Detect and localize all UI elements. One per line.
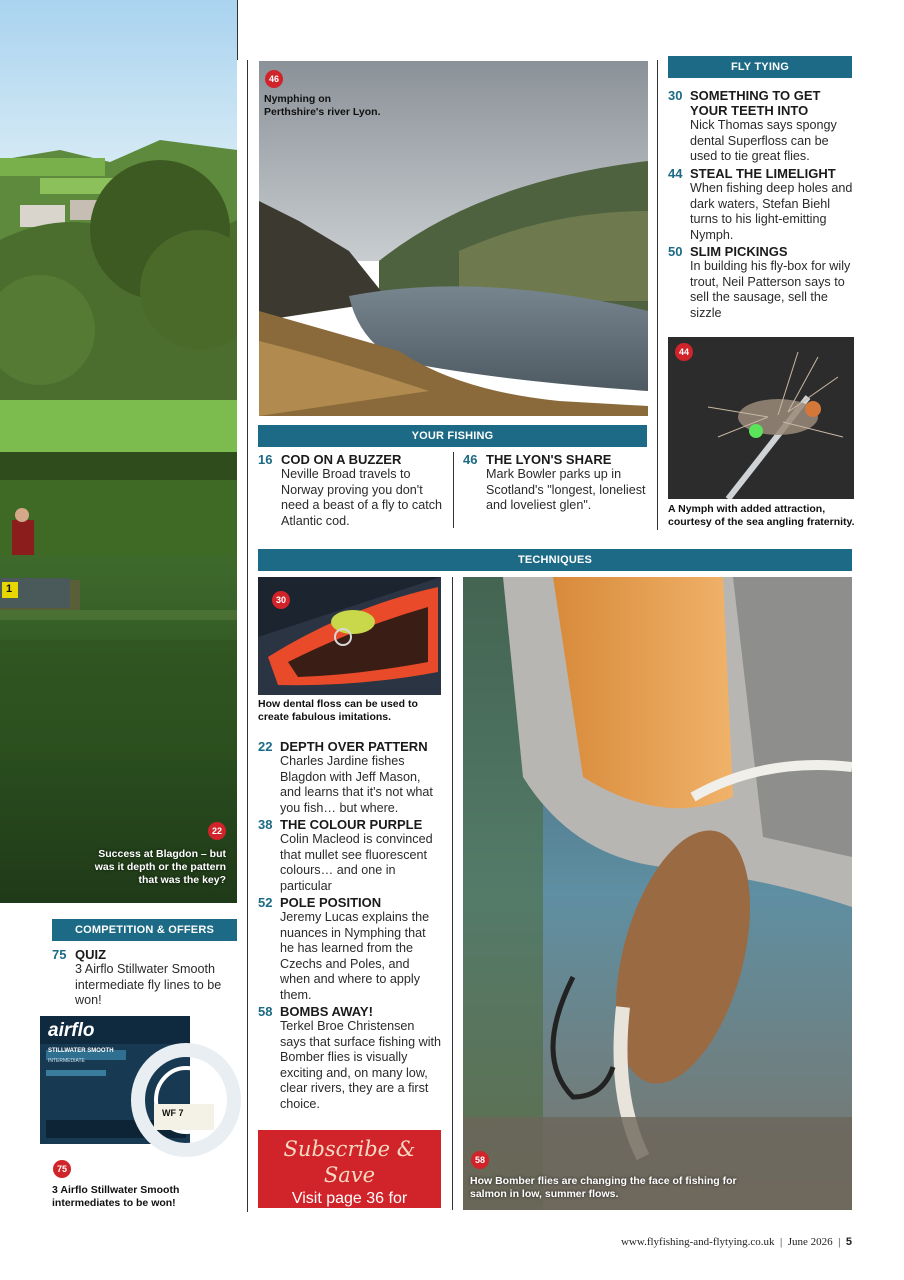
subscribe-box[interactable] (258, 1130, 441, 1225)
slim-pickings-entry[interactable] (668, 244, 854, 321)
top-divider (237, 0, 238, 60)
purple-title: THE COLOUR PURPLE (280, 817, 423, 832)
limelight-page-number: 44 (668, 166, 683, 181)
lyon-title: THE LYON'S SHARE (486, 452, 612, 467)
limelight-entry[interactable] (668, 166, 854, 243)
techniques-divider (452, 577, 453, 1210)
purple-description: Colin Macleod is convinced that mullet see fluorescent colours… and one in particular (280, 832, 433, 893)
nymph-caption: A Nymph with added attraction, courtesy of the sea angling fraternity. (668, 503, 855, 528)
airflo-brand: airflo (48, 1020, 95, 1041)
bombs-description: Terkel Broe Christensen says that surface fishing with Bomber flies is visually exciting and, on many low, clear rivers, they are a first choice. (280, 1019, 441, 1111)
lyon-entry[interactable] (463, 452, 648, 514)
depth-page-number: 22 (258, 739, 273, 754)
river-caption: Nymphing on Perthshire's river Lyon. (264, 93, 381, 118)
quiz-caption: 3 Airflo Stillwater Smooth intermediates to be won! (52, 1184, 180, 1209)
lyon-page-number: 46 (463, 452, 478, 467)
bombs-title: BOMBS AWAY! (280, 1004, 373, 1019)
nymph-photo (668, 337, 854, 499)
slim-pickings-page-number: 50 (668, 244, 683, 259)
purple-entry[interactable] (258, 817, 442, 894)
depth-entry[interactable] (258, 739, 442, 816)
floss-badge: 30 (272, 591, 290, 609)
subscribe-text: Visit page 36 for our best offers (291, 1190, 408, 1225)
slim-pickings-description: In building his fly-box for wily trout, Neil Patterson says to sell the sausage, sell the sizzle (690, 259, 851, 320)
teeth-page-number: 30 (668, 88, 683, 103)
footer-page-number: 5 (845, 1236, 852, 1248)
pole-page-number: 52 (258, 895, 273, 910)
competition-header: COMPETITION & OFFERS (52, 919, 237, 941)
blagdon-badge: 22 (208, 822, 226, 840)
footer-issue: June 2026 (787, 1236, 833, 1248)
bombs-entry[interactable] (258, 1004, 442, 1112)
fly-tying-header: FLY TYING (668, 56, 852, 78)
footer-separator-1: | (780, 1236, 783, 1248)
your-fishing-header: YOUR FISHING (258, 425, 647, 447)
quiz-entry[interactable] (52, 947, 237, 1009)
bomber-badge: 58 (471, 1151, 489, 1169)
cod-title: COD ON A BUZZER (281, 452, 402, 467)
quiz-description: 3 Airflo Stillwater Smooth intermediate fly lines to be won! (75, 962, 222, 1007)
page-footer (621, 1236, 852, 1248)
lyon-description: Mark Bowler parks up in Scotland's "longest, loneliest and loveliest glen". (486, 467, 646, 512)
footer-separator-2: | (838, 1236, 841, 1248)
airflo-line-type: INTERMEDIATE (48, 1058, 85, 1064)
bombs-page-number: 58 (258, 1004, 273, 1019)
blagdon-caption: Success at Blagdon – but was it depth or the pattern that was the key? (94, 848, 226, 886)
river-badge: 46 (265, 70, 283, 88)
quiz-badge: 75 (53, 1160, 71, 1178)
fly-tying-divider (657, 60, 658, 530)
footer-url[interactable]: www.flyfishing-and-flytying.co.uk (620, 1236, 775, 1248)
boat-number: 1 (6, 583, 13, 595)
nymph-badge: 44 (675, 343, 693, 361)
quiz-title: QUIZ (75, 947, 107, 962)
depth-description: Charles Jardine fishes Blagdon with Jeff Mason, and learns that it's not what you fish… but where. (280, 754, 433, 815)
cod-entry[interactable] (258, 452, 443, 529)
teeth-entry[interactable] (668, 88, 854, 165)
slim-pickings-title: SLIM PICKINGS (690, 244, 788, 259)
limelight-description: When fishing deep holes and dark waters, Stefan Biehl turns to his light-emitting Nymph. (690, 181, 853, 242)
bomber-caption: How Bomber flies are changing the face of fishing for salmon in low, summer flows. (470, 1175, 737, 1200)
depth-title: DEPTH OVER PATTERN (280, 739, 428, 754)
cod-description: Neville Broad travels to Norway proving you don't need a beast of a fly to catch Atlantic cod. (281, 467, 443, 528)
floss-caption: How dental floss can be used to create fabulous imitations. (258, 698, 418, 723)
teeth-title: SOMETHING TO GET YOUR TEETH INTO (690, 88, 821, 118)
airflo-label: WF 7 (162, 1108, 184, 1118)
airflo-line-name: STILLWATER SMOOTH (48, 1048, 114, 1054)
techniques-header: TECHNIQUES (258, 549, 852, 571)
your-fishing-divider (453, 452, 454, 528)
blagdon-scene (0, 0, 237, 903)
blagdon-photo (0, 0, 237, 903)
bomber-photo (463, 577, 852, 1210)
purple-page-number: 38 (258, 817, 273, 832)
pole-description: Jeremy Lucas explains the nuances in Nymphing that he has learned from the Czechs and Poles, and when and where to apply them. (280, 910, 430, 1002)
subscribe-script: Subscribe & Save (283, 1137, 416, 1187)
quiz-page-number: 75 (52, 947, 67, 962)
pole-title: POLE POSITION (280, 895, 382, 910)
teeth-description: Nick Thomas says spongy dental Superfloss can be used to tie great flies. (690, 118, 837, 163)
cod-page-number: 16 (258, 452, 273, 467)
left-column-divider (247, 60, 248, 1212)
limelight-title: STEAL THE LIMELIGHT (690, 166, 836, 181)
pole-entry[interactable] (258, 895, 442, 1003)
airflo-product-image (36, 1010, 242, 1158)
